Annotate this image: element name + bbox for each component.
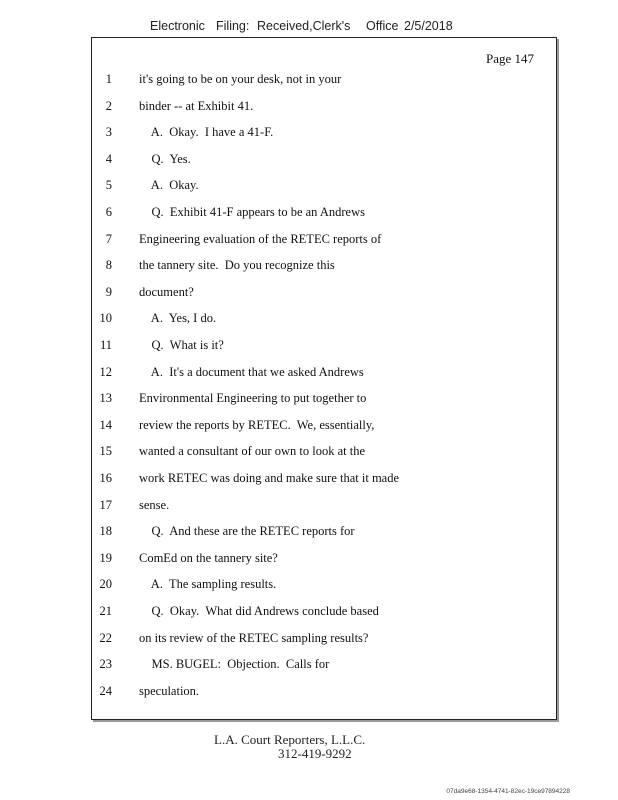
line-number: 20 — [99, 577, 112, 592]
transcript-line — [92, 72, 556, 99]
line-number: 2 — [105, 98, 112, 113]
court-reporter-phone: 312-419-9292 — [278, 746, 352, 761]
line-number: 5 — [105, 178, 112, 193]
stamp-date: 2/5/2018 — [404, 19, 453, 33]
line-number: 22 — [99, 630, 112, 645]
line-number: 18 — [99, 524, 112, 539]
line-text: wanted a consultant of our own to look at the — [139, 444, 365, 459]
line-text: binder -- at Exhibit 41. — [139, 98, 254, 113]
transcript-line — [92, 152, 556, 179]
transcript-line — [92, 444, 556, 471]
line-text: ComEd on the tannery site? — [139, 550, 278, 565]
transcript-line — [92, 471, 556, 498]
line-number: 14 — [99, 417, 112, 432]
line-number: 17 — [99, 497, 112, 512]
line-text: A. It's a document that we asked Andrews — [139, 364, 364, 379]
transcript-line — [92, 418, 556, 445]
line-text: Q. Exhibit 41-F appears to be an Andrews — [139, 205, 366, 219]
line-text: speculation. — [139, 683, 200, 698]
filing-stamp — [150, 19, 453, 33]
transcript-line — [92, 338, 556, 365]
line-number: 13 — [99, 391, 112, 406]
line-number: 19 — [99, 550, 112, 565]
transcript-line — [92, 232, 556, 259]
transcript-line — [92, 285, 556, 312]
line-number: 10 — [99, 311, 112, 326]
line-text: document? — [139, 284, 194, 299]
line-text: Q. Okay. What did Andrews conclude based — [139, 604, 379, 618]
line-text: the tannery site. Do you recognize this — [139, 258, 335, 273]
line-text: Q. What is it? — [139, 338, 224, 352]
line-number: 11 — [99, 338, 112, 352]
transcript-line — [92, 125, 556, 152]
line-number: 7 — [105, 231, 112, 246]
line-number: 1 — [105, 72, 112, 86]
transcript-line — [92, 577, 556, 604]
transcript-page — [91, 37, 557, 720]
stamp-electronic: Electronic — [150, 19, 205, 33]
transcript-line — [92, 631, 556, 658]
transcript-line — [92, 178, 556, 205]
line-text: sense. — [139, 497, 170, 512]
transcript-line — [92, 311, 556, 338]
line-text: on its review of the RETEC sampling results? — [139, 630, 369, 645]
transcript-line — [92, 258, 556, 285]
transcript-line — [92, 205, 556, 232]
line-text: review the reports by RETEC. We, essentially, — [139, 417, 375, 432]
transcript-line — [92, 99, 556, 126]
line-text: A. The sampling results. — [139, 577, 277, 592]
line-number: 21 — [99, 604, 112, 618]
transcript-line — [92, 391, 556, 418]
line-number: 12 — [99, 364, 112, 379]
document-id: 07da9e68-1354-4741-82ec-19ce97894228 — [446, 788, 570, 795]
line-text: Q. And these are the RETEC reports for — [139, 524, 355, 539]
transcript-line — [92, 551, 556, 578]
line-number: 15 — [99, 444, 112, 459]
stamp-office: Office — [366, 19, 399, 33]
line-number: 23 — [99, 657, 112, 672]
transcript-line — [92, 498, 556, 525]
line-text: work RETEC was doing and make sure that it made — [139, 471, 400, 485]
transcript-line — [92, 524, 556, 551]
transcript-line — [92, 684, 556, 711]
line-number: 24 — [99, 683, 112, 698]
line-number: 3 — [105, 125, 112, 140]
transcript-line — [92, 365, 556, 392]
line-number: 8 — [105, 258, 112, 273]
line-number: 6 — [105, 205, 112, 219]
line-text: A. Yes, I do. — [139, 311, 217, 326]
line-text: Environmental Engineering to put together to — [139, 391, 367, 406]
transcript-line — [92, 604, 556, 631]
court-reporter-name: L.A. Court Reporters, L.L.C. — [214, 732, 366, 747]
line-text: MS. BUGEL: Objection. Calls for — [139, 657, 330, 672]
line-text: it's going to be on your desk, not in your — [139, 72, 342, 86]
line-text: Engineering evaluation of the RETEC reports of — [139, 231, 382, 246]
line-text: Q. Yes. — [139, 151, 191, 166]
line-text: A. Okay. I have a 41-F. — [139, 125, 274, 140]
line-number: 9 — [105, 284, 112, 299]
stamp-filing: Filing: — [216, 19, 250, 33]
page-number: Page 147 — [485, 51, 534, 66]
stamp-received: Received,Clerk's — [257, 19, 351, 33]
transcript-line — [92, 657, 556, 684]
line-number: 16 — [99, 471, 112, 485]
line-number: 4 — [105, 151, 112, 166]
line-text: A. Okay. — [139, 178, 199, 193]
